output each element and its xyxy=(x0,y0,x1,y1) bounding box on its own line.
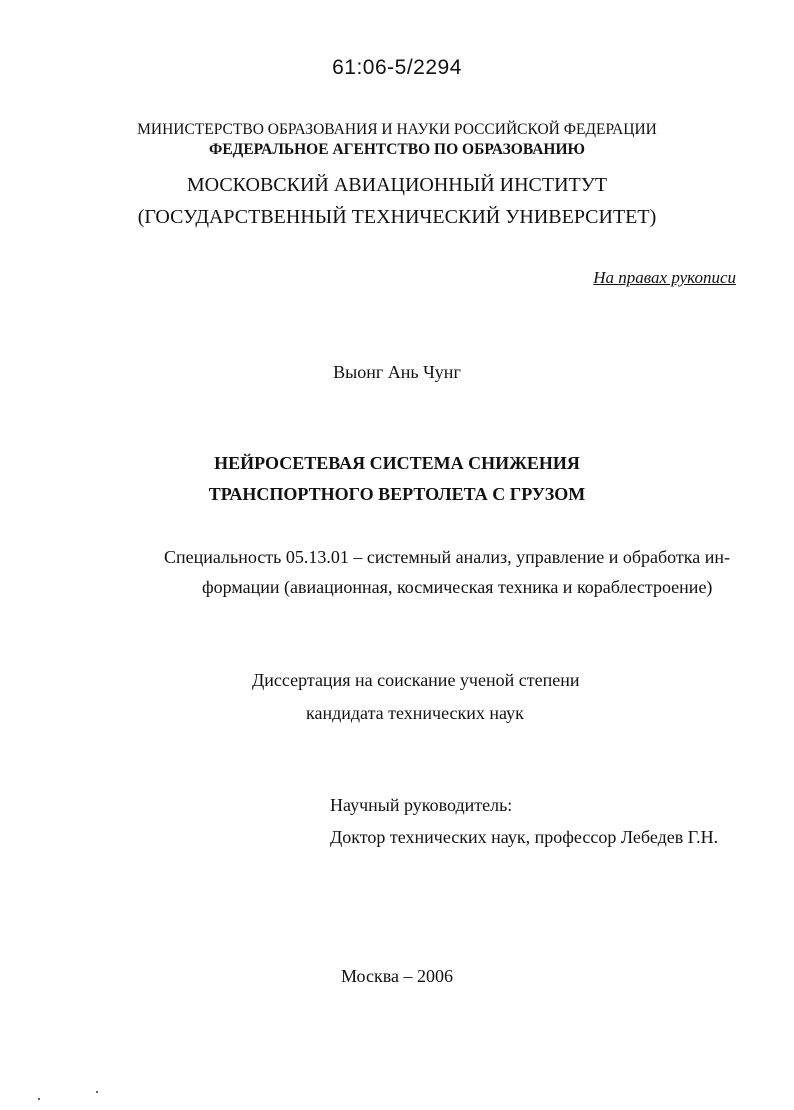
scan-speck xyxy=(96,1091,98,1093)
university-name: (ГОСУДАРСТВЕННЫЙ ТЕХНИЧЕСКИЙ УНИВЕРСИТЕТ) xyxy=(137,206,657,228)
advisor-label: Научный руководитель: xyxy=(330,795,513,815)
thesis-title-line-1: НЕЙРОСЕТЕВАЯ СИСТЕМА СНИЖЕНИЯ xyxy=(214,453,580,473)
scan-speck xyxy=(38,1098,40,1100)
author-name: Выонг Ань Чунг xyxy=(333,362,461,382)
institute-name: МОСКОВСКИЙ АВИАЦИОННЫЙ ИНСТИТУТ xyxy=(186,174,608,196)
thesis-title-line-2: ТРАНСПОРТНОГО ВЕРТОЛЕТА С ГРУЗОМ xyxy=(208,484,586,504)
advisor-name: Доктор технических наук, профессор Лебедев Г.Н. xyxy=(330,827,719,847)
ministry-name: МИНИСТЕРСТВО ОБРАЗОВАНИЯ И НАУКИ РОССИЙСКОЙ ФЕДЕРАЦИИ xyxy=(137,121,657,138)
specialty-line-2: формации (авиационная, космическая техника и кораблестроение) xyxy=(202,577,713,597)
catalog-number: 61:06-5/2294 xyxy=(332,56,462,79)
manuscript-note: На правах рукописи xyxy=(593,268,736,287)
city-year: Москва – 2006 xyxy=(341,966,453,986)
specialty-line-1: Специальность 05.13.01 – системный анализ, управление и обработка ин- xyxy=(164,547,730,567)
dissertation-line-1: Диссертация на соискание ученой степени xyxy=(252,670,580,690)
dissertation-line-2: кандидата технических наук xyxy=(306,703,524,723)
agency-name: ФЕДЕРАЛЬНОЕ АГЕНТСТВО ПО ОБРАЗОВАНИЮ xyxy=(209,141,585,158)
